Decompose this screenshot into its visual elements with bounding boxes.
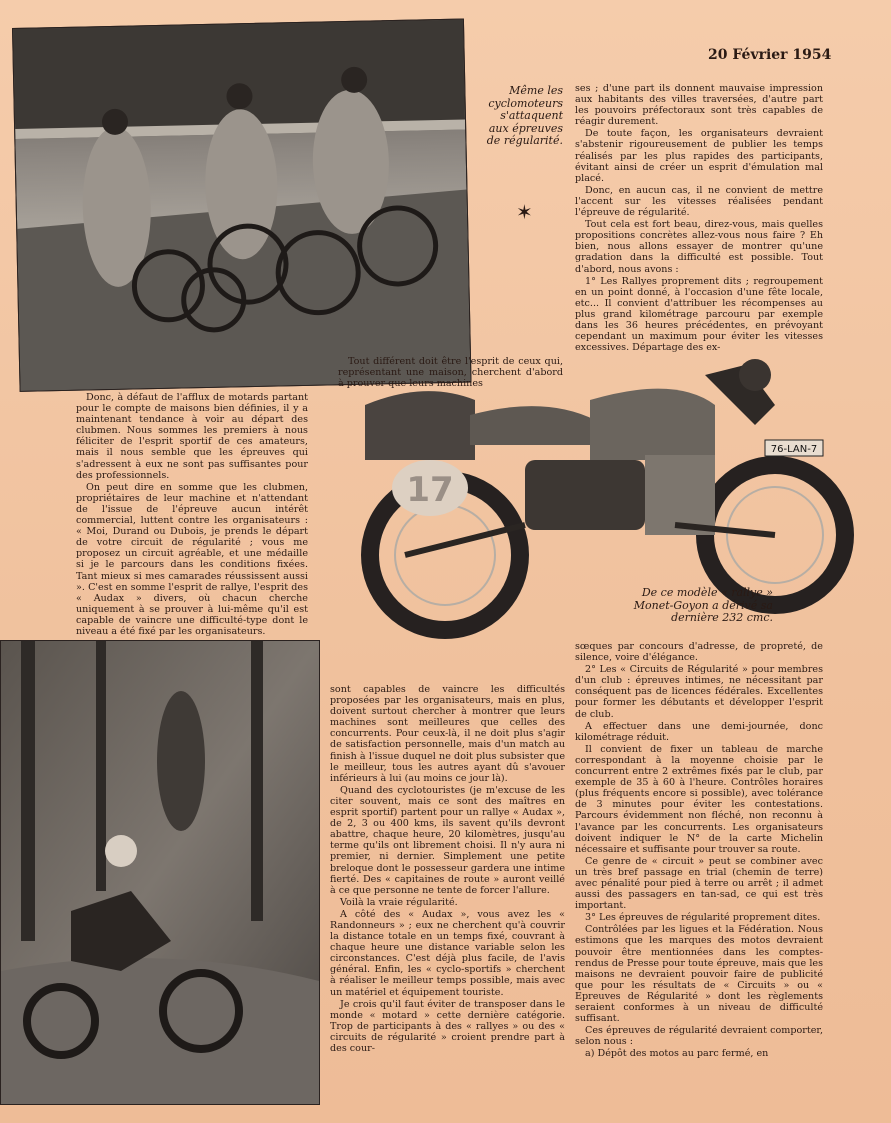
paragraph: 2° Les « Circuits de Régularité » pour membres d'un club : épreuves intimes, ne nécessitant par conséquent pas de licences fédérales. Excellentes pour former les débutants et développer l'esprit de club.	[575, 664, 823, 720]
photo-monet-goyon	[345, 345, 855, 650]
caption-monet-goyon: De ce modèle « rallye » Monet-Goyon a dérivé sa dernière 232 cmc.	[633, 586, 773, 624]
paragraph: On peut dire en somme que les clubmen, propriétaires de leur machine et n'attendant de l'issue de l'épreuve aucun intérêt commercial, luttent contre les organisateurs : « Moi, Durand ou Dubois, je prends le départ de votre circuit de régularité ; vous me proposez un circuit agréable, et une médaille si je le parcours dans les conditions fixées. Tant mieux si mes camarades réussissent aussi ». C'est en somme l'esprit de rallye, l'esprit des « Audax » divers, où chacun cherche uniquement à se prouver à lui-même qu'il est capable de vaincre une difficulté-type dont le niveau a été fixé par les organisateurs.	[76, 481, 308, 637]
paragraph: Tout cela est fort beau, direz-vous, mais quelles propositions concrètes allez-vous nous faire ? Eh bien, nous allons essayer de montrer qu'une gradation dans la difficulté est possible. Tout d'abord, nous avons :	[575, 219, 823, 275]
paragraph: Quand des cyclotouristes (je m'excuse de les citer souvent, mais ce sont des maîtres en esprit sportif) partent pour un rallye « Audax », de 2, 3 ou 400 kms, ils savent qu'ils devront abattre, chaque heure, 20 kilomètres, jusqu'au terme qu'ils ont librement choisi. Il n'y aura ni premier, ni dernier. Simplement une petite breloque dont le possesseur gardera une intime fierté. Des « capitaines de route » auront veillé à ce que personne ne tente de forcer l'allure.	[330, 784, 565, 896]
paragraph: Je crois qu'il faut éviter de transposer dans le monde « motard » cette dernière catégorie. Trop de participants à des « rallyes » ou des « circuits de régularité » croient prendre part à des cour-	[330, 998, 565, 1054]
photo-cyclomoteurs	[12, 19, 472, 392]
issue-date: 20 Février 1954	[708, 47, 832, 63]
paragraph: Il convient de fixer un tableau de marche correspondant à la moyenne choisie par le concurrent entre 2 extrêmes fixés par le club, par exemple de 35 à 60 à l'heure. Contrôles horaires (plus fréquents encore si possible), avec tolérance de 3 minutes pour éviter les contestations. Parcours évidemment non fléché, non reconnu à l'avance par les concurrents. Les organisateurs doivent indiquer le N° de la carte Michelin nécessaire et suffisante pour trouver sa route.	[575, 743, 823, 855]
paragraph: a) Dépôt des motos au parc fermé, en	[585, 1048, 769, 1060]
paragraph: ses ; d'une part ils donnent mauvaise impression aux habitants des villes traversées, d'autre part les pouvoirs préfectoraux sont très capables de réagir durement.	[575, 83, 823, 128]
column-right	[575, 641, 823, 1060]
paragraph: Ce genre de « circuit » peut se combiner avec un très bref passage en trial (chemin de terre) avec pénalité pour pied à terre ou arrêt ; il admet aussi des passagers en tan-sad, ce qui est très important.	[575, 855, 823, 912]
paragraph: Donc, à défaut de l'afflux de motards partant pour le compte de maisons bien définies, il y a maintenant tendance à voir au départ des clubmen. Nous sommes les premiers à nous féliciter de l'esprit sportif de ces amateurs, mais il nous semble que les épreuves qui s'adressent à eux ne sont pas suffisantes pour des professionnels.	[76, 392, 308, 481]
paragraph: Donc, en aucun cas, il ne convient de mettre l'accent sur les vitesses réalisées pendant l'épreuve de régularité.	[575, 184, 823, 219]
paragraph: Ces épreuves de régularité devraient comporter, selon nous :	[575, 1025, 823, 1048]
caption-cyclomoteurs: Même les cyclomoteurs s'attaquent aux épreuves de régularité.	[486, 84, 563, 147]
paragraph: sœques par concours d'adresse, de propreté, de silence, voire d'élégance.	[575, 641, 823, 664]
paragraph: A côté des « Audax », vous avez les « Randonneurs » ; eux ne cherchent qu'à couvrir la distance totale en un temps fixé, couvrant à chaque heure une distance variable selon les circonstances. C'est déjà plus facile, de l'avis général. Enfin, les « cyclo-sportifs » cherchent à réaliser le meilleur temps possible, mais avec un matériel et équipement touriste.	[330, 908, 565, 998]
column-left	[76, 392, 308, 638]
column-right-top	[575, 83, 823, 354]
paragraph: A effectuer dans une demi-journée, donc kilométrage réduit.	[575, 720, 823, 743]
photo-rider-woods	[0, 640, 320, 1105]
paragraph: De toute façon, les organisateurs devraient s'abstenir rigoureusement de publier les temps réalisés par les plus rapides des participants, évitant ainsi de créer un esprit d'émulation mal placé.	[575, 128, 823, 184]
license-plate: 76-LAN-7	[770, 444, 818, 455]
column-mid	[330, 684, 565, 1055]
paragraph: Tout différent doit être l'esprit de ceux qui, représentant une maison, cherchent d'abord à prouver que leurs machines	[338, 356, 563, 390]
paragraph: 3° Les épreuves de régularité proprement dites.	[585, 912, 821, 924]
paragraph: Contrôlées par les ligues et la Fédération. Nous estimons que les marques des motos devraient pouvoir être mentionnées dans les comptes-rendus de Presse pour toute épreuve, mais que les maisons ne devraient pouvoir faire de publicité que pour les résultats de « Circuits » ou « Epreuves de Régularité » dont les règlements seraient conformes à un niveau de difficulté suffisant.	[575, 924, 823, 1025]
paragraph: 1° Les Rallyes proprement dits ; regroupement en un point donné, à l'occasion d'une fête locale, etc... Il convient d'attribuer les récompenses au plus grand kilométrage parcouru par exemple dans les 36 heures précédentes, en prévoyant cependant un maximum pour éviter les vitesses excessives. Départage des ex-	[575, 275, 823, 354]
paragraph: sont capables de vaincre les difficultés proposées par les organisateurs, mais en plus, doivent surtout chercher à montrer que leurs machines sont meilleures que celles des concurrents. Pour ceux-là, il ne doit plus s'agir de satisfaction personnelle, mais d'un match au finish à l'issue duquel ne doit plus subsister que le meilleur, tous les autres ayant dû s'avouer inférieurs à lui (au moins ce jour là).	[330, 684, 565, 784]
paragraph: Voilà la vraie régularité.	[340, 896, 458, 908]
star-ornament: ✶	[516, 200, 533, 224]
race-number: 17	[406, 470, 454, 510]
